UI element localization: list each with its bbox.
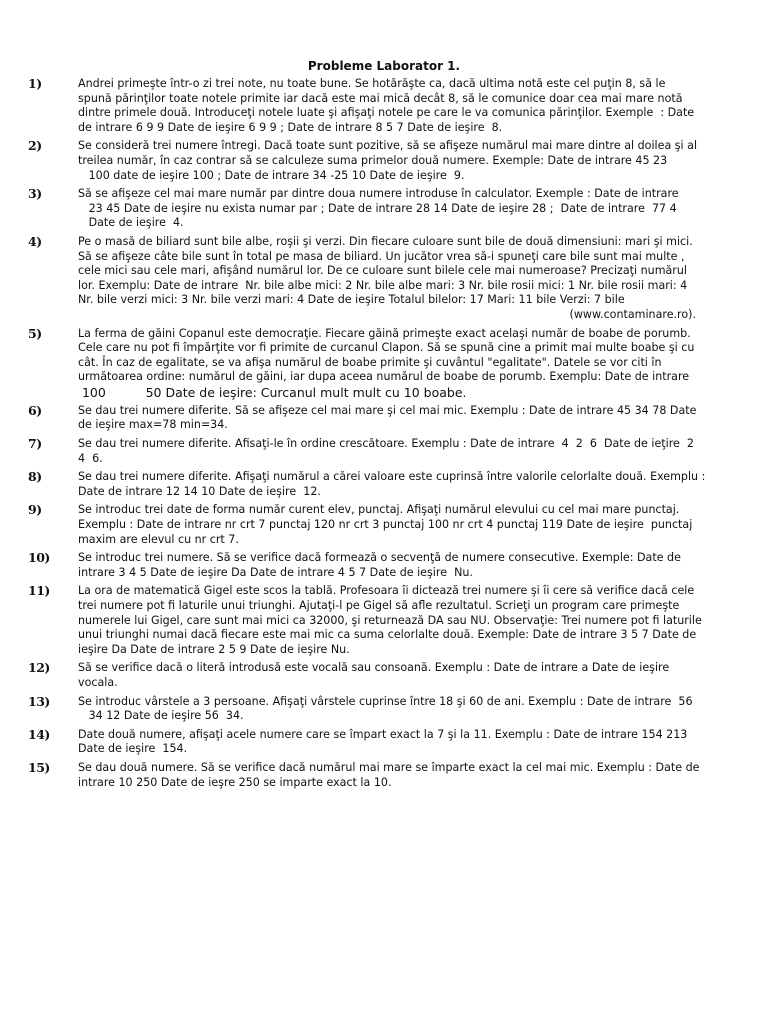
problem-text-line: Să se afişeze cel mai mare număr par dintre doua numere introduse în calculator. Exemple : Date de intrare (78, 187, 679, 201)
problem-text-line: spună părinţilor toate notele primite iar dacă este mai mică decât 8, să le comunice doar cea mai mare notă (78, 91, 683, 105)
problem-text-line: 100 50 Date de ieşire: Curcanul mult mult cu 10 boabe. (78, 384, 467, 400)
problem-list (28, 77, 740, 794)
problem-number: 6) (28, 402, 42, 418)
problem-item (28, 77, 740, 135)
problem-text-line: Se introduc trei date de forma număr curent elev, punctaj. Afişaţi numărul elevului cu cel mai mare punctaj. (78, 503, 680, 517)
problem-text-line: intrare 10 250 Date de ieşre 250 se imparte exact la 10. (78, 775, 392, 789)
problem-number: 4) (28, 233, 42, 249)
problem-text-line: Se consideră trei numere întregi. Dacă toate sunt pozitive, să se afişeze numărul mai mare dintre al doilea şi al (78, 139, 698, 153)
problem-text-line: Andrei primeşte într-o zi trei note, nu toate bune. Se hotărăşte ca, dacă ultima notă este cel puţin 8, să le (78, 77, 666, 90)
problem-number: 11) (28, 583, 50, 599)
problem-number: 3) (28, 186, 42, 202)
problem-item (28, 437, 740, 466)
problem-text-line: La ferma de găini Copanul este democraţie. Fiecare găină primeşte exact acelaşi număr de boabe de porumb. (78, 326, 691, 340)
problem-number: 7) (28, 436, 42, 452)
problem-number: 5) (28, 325, 42, 341)
problem-text-line: 23 45 Date de ieşire nu exista numar par ; Date de intrare 28 14 Date de ieşire 28 ; Date de intrare 77 4 (78, 201, 677, 215)
problem-number: 2) (28, 138, 42, 154)
problem-number: 10) (28, 550, 50, 566)
problem-number: 13) (28, 693, 50, 709)
problem-item (28, 728, 740, 757)
problem-item (28, 404, 740, 433)
problem-text-line: intrare 3 4 5 Date de ieşire Da Date de intrare 4 5 7 Date de ieşire Nu. (78, 565, 473, 579)
problem-text-line: La ora de matematică Gigel este scos la tablă. Profesoara îi dictează trei numere şi îi cere să verifice dacă cele (78, 584, 695, 598)
problem-text-line: (www.contaminare.ro). (569, 307, 696, 321)
problem-text-line: Date două numere, afişaţi acele numere care se împart exact la 7 şi la 11. Exemplu : Date de intrare 154 213 (78, 727, 688, 741)
problem-number: 8) (28, 469, 42, 485)
problem-text-line: ieşire Da Date de intrare 2 5 9 Date de ieşire Nu. (78, 642, 350, 656)
problem-text-line: Se dau trei numere diferite. Afişaţi numărul a cărei valoare este cuprinsă între valorile celorlalte două. Exemplu : (78, 470, 706, 484)
problem-text-line: maxim are elevul cu nr crt 7. (78, 532, 239, 546)
problem-item (28, 761, 740, 790)
problem-text-line: Date de ieşire 4. (78, 216, 184, 230)
problem-text-line: Pe o masă de biliard sunt bile albe, roşii şi verzi. Din fiecare culoare sunt bile de două dimensiuni: mari şi mici. (78, 234, 693, 248)
problem-text-line: treilea număr, în caz contrar să se calculeze suma primelor două numere. Exemple: Date de intrare 45 23 (78, 153, 668, 167)
problem-item (28, 139, 740, 183)
problem-text-line: 100 date de ieşire 100 ; Date de intrare 34 -25 10 Date de ieşire 9. (78, 168, 465, 182)
problem-number: 15) (28, 759, 50, 775)
problem-text-line: Să se afişeze câte bile sunt în total pe masa de biliard. Un jucător vrea să-i spuneţi care bile sunt mai multe , (78, 249, 685, 263)
problem-text-line: de ieşire max=78 min=34. (78, 418, 228, 432)
problem-text-line: Se dau două numere. Să se verifice dacă numărul mai mare se împarte exact la cel mai mic. Exemplu : Date de (78, 760, 700, 774)
problem-number: 1) (28, 76, 42, 91)
problem-text-line: Se dau trei numere diferite. Afisaţi-le în ordine crescătoare. Exemplu : Date de intrare 4 2 6 Date de ieţire 2 (78, 437, 694, 451)
problem-item (28, 551, 740, 580)
problem-item (28, 661, 740, 690)
problem-text-line: Date de intrare 12 14 10 Date de ieşire 12. (78, 484, 321, 498)
problem-item (28, 503, 740, 547)
problem-text-line: Exemplu : Date de intrare nr crt 7 punctaj 120 nr crt 3 punctaj 100 nr crt 4 punctaj 119 Date de ieşire punctaj (78, 518, 693, 532)
problem-text-line: vocala. (78, 675, 118, 689)
problem-number: 12) (28, 660, 50, 676)
problem-text-line: de intrare 6 9 9 Date de ieşire 6 9 9 ; Date de intrare 8 5 7 Date de ieşire 8. (78, 120, 503, 134)
problem-text-line: unui triunghi numai dacă fiecare este mai mic ca suma celorlalte două. Exemple: Date de intrare 3 5 7 Date de (78, 628, 697, 642)
document-title: Probleme Laborator 1. (307, 59, 461, 73)
problem-text-line: Se introduc vârstele a 3 persoane. Afişaţi vârstele cuprinse între 18 şi 60 de ani. Exemplu : Date de intrare 56 (78, 694, 693, 708)
problem-text-line: Date de ieşire 154. (78, 742, 188, 756)
problem-text-line: 4 6. (78, 451, 103, 465)
problem-text-line: Nr. bile verzi mici: 3 Nr. bile verzi mari: 4 Date de ieşire Totalul bilelor: 17 Mari: 11 bile Verzi: 7 bile (78, 293, 625, 307)
problem-text-line: Se dau trei numere diferite. Să se afişeze cel mai mare şi cel mai mic. Exemplu : Date de intrare 45 34 78 Date (78, 403, 697, 417)
problem-number: 14) (28, 726, 50, 742)
problem-text-line: cât. În caz de egalitate, se va afişa numărul de boabe primite şi cuvântul "egalitate". Datele se vor citi în (78, 355, 662, 369)
problem-item (28, 327, 740, 400)
problem-item (28, 187, 740, 231)
problem-item (28, 584, 740, 657)
problem-text-line: 34 12 Date de ieşire 56 34. (78, 709, 244, 723)
problem-text-line: lor. Exemplu: Date de intrare Nr. bile albe mici: 2 Nr. bile albe mari: 3 Nr. bile rosii mici: 1 Nr. bile rosii mari: 4 (78, 278, 688, 292)
problem-number: 9) (28, 502, 42, 518)
problem-text-line: Să se verifice dacă o literă introdusă este vocală sau consoană. Exemplu : Date de intrare a Date de ieşire (78, 661, 670, 675)
problem-text-line: următoarea ordine: numărul de găini, iar dupa aceea numărul de boabe de porumb. Exemplu: Date de intrare (78, 370, 690, 384)
problem-text-line: Se introduc trei numere. Să se verifice dacă formează o secvenţă de numere consecutive. Exemple: Date de (78, 551, 681, 565)
problem-item (28, 695, 740, 724)
problem-text-line: numerele lui Gigel, care sunt mai mici ca 32000, şi returnează DA sau NU. Observaţie: Trei numere pot fi laturile (78, 613, 702, 627)
problem-text-line: Cele care nu pot fi împărţite vor fi primite de curcanul Clapon. Să se spună cine a primit mai multe boabe şi cu (78, 341, 695, 355)
problem-text-line: cele mici sau cele mari, afişând numărul lor. De ce culoare sunt bilele cele mai numeroase? Precizaţi numărul (78, 264, 687, 278)
problem-text-line: trei numere pot fi laturile unui triunghi. Ajutaţi-l pe Gigel să afle rezultatul. Scrieţi un program care primeşte (78, 599, 680, 612)
problem-item (28, 235, 740, 323)
problem-item (28, 470, 740, 499)
problem-text-line: dintre primele două. Introduceţi notele luate şi afişaţi notele pe care le va comunica părinţilor. Exemple : Date (78, 106, 695, 120)
